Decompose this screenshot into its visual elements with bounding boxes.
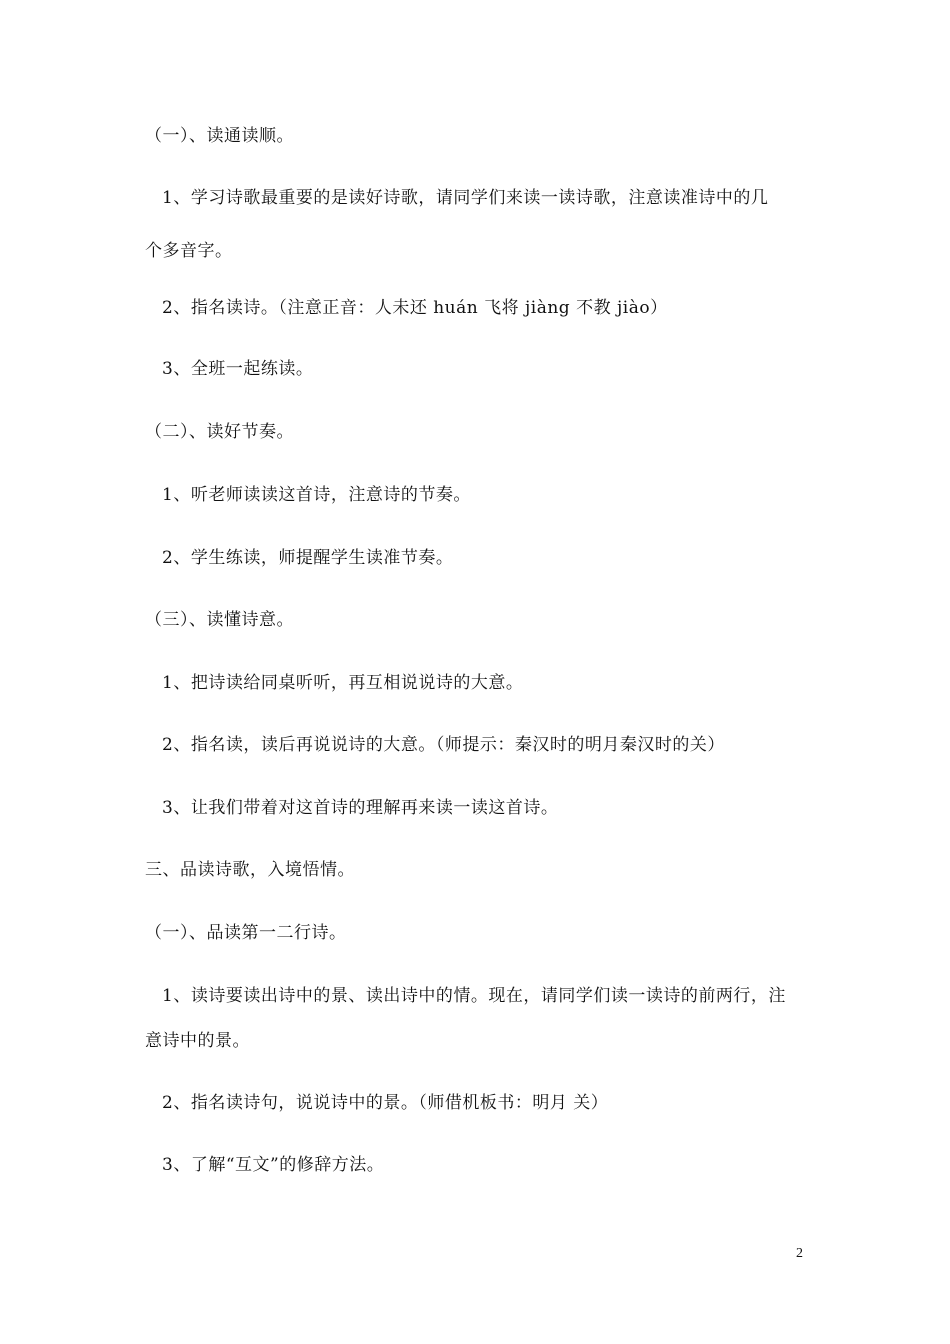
paragraph-line: 3、让我们带着对这首诗的理解再来读一读这首诗。 (162, 798, 559, 818)
paragraph-line: 3、全班一起练读。 (162, 359, 314, 379)
page-number: 2 (796, 1246, 803, 1261)
section-heading-1: （一）、读通读顺。 (145, 126, 294, 146)
section-heading-4: （一）、品读第一二行诗。 (145, 923, 347, 943)
paragraph-line: 意诗中的景。 (145, 1031, 250, 1051)
paragraph-line: 1、学习诗歌最重要的是读好诗歌，请同学们来读一读诗歌，注意读准诗中的几 (162, 188, 769, 208)
paragraph-line: 2、指名读诗。（注意正音：人未还 huán 飞将 jiàng 不教 jiào） (162, 298, 668, 318)
paragraph-line: 1、读诗要读出诗中的景、读出诗中的情。现在，请同学们读一读诗的前两行，注 (162, 986, 786, 1006)
paragraph-line: 3、了解“互文”的修辞方法。 (162, 1155, 385, 1175)
section-heading-3: （三）、读懂诗意。 (145, 610, 294, 630)
paragraph-line: 2、学生练读，师提醒学生读准节奏。 (162, 548, 454, 568)
paragraph-line: 1、听老师读读这首诗，注意诗的节奏。 (162, 485, 471, 505)
section-heading-main: 三、品读诗歌，入境悟情。 (145, 860, 355, 880)
paragraph-line: 2、指名读诗句，说说诗中的景。（师借机板书：明月 关） (162, 1093, 609, 1113)
paragraph-line: 1、把诗读给同桌听听，再互相说说诗的大意。 (162, 673, 524, 693)
paragraph-line: 2、指名读，读后再说说诗的大意。（师提示：秦汉时的明月秦汉时的关） (162, 735, 725, 755)
paragraph-line: 个多音字。 (145, 241, 233, 261)
section-heading-2: （二）、读好节奏。 (145, 422, 294, 442)
